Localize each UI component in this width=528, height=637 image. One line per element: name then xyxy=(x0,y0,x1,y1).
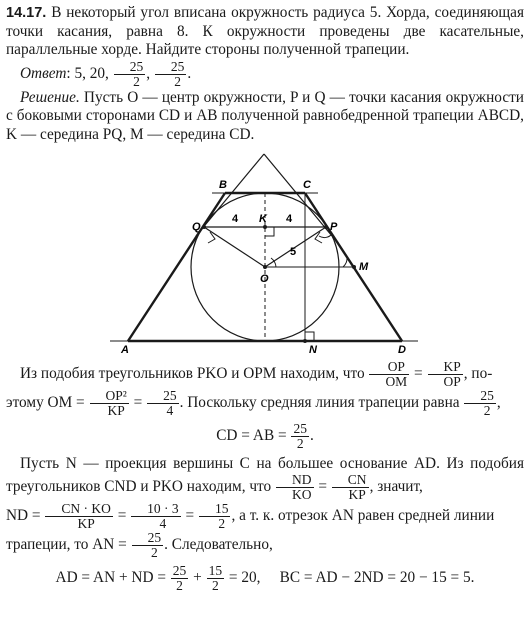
fraction-op2-kp: $\frac{\text{OP²}}{KP}$ xyxy=(90,389,129,418)
fraction-25-2-b: $\frac{25}{2}$ xyxy=(293,420,307,451)
apex-right-line xyxy=(264,154,332,236)
point-k xyxy=(263,225,267,229)
fraction-15-2-b: $\frac{15}{2}$ xyxy=(208,563,223,594)
radius-oq xyxy=(204,227,265,267)
side-ab xyxy=(128,193,225,341)
angle-arc-m xyxy=(343,257,347,267)
label-k: K xyxy=(259,212,267,225)
solution-label: Решение. xyxy=(20,88,80,106)
page xyxy=(6,4,524,597)
answer-fraction-2: $\frac{25}{2}$ xyxy=(155,60,187,89)
length-op: 5 xyxy=(290,245,297,258)
fraction-kp-op: $\frac{KP}{OP}$ xyxy=(428,360,463,389)
answer-label: Ответ xyxy=(20,64,67,82)
fraction-25-2-d: $\frac{25}{2}$ xyxy=(172,563,187,594)
answer-line: Ответ: 5, 20, $\frac{25}{2}$ , $\frac{25}{2}$ . xyxy=(20,58,192,89)
solution-text: Пусть O — центр окружности, P и Q — точки касания окружности с боковыми сторонами CD и AB полученной равнобедренной трапеции ABCD, K — середина PQ, M — середина CD. xyxy=(6,88,524,143)
problem-text: В некоторый угол вписана окружность радиуса 5. Хорда, соединяющая точки касания, равна 8. К окружности проведены две касательные, параллельные хорде. Найдите стороны полученной трапеции. xyxy=(6,4,524,59)
point-m xyxy=(352,265,356,269)
fraction-cn-kp: $\frac{CN}{KP}$ xyxy=(332,473,369,502)
answer-values: 5, 20, xyxy=(74,64,109,82)
point-p xyxy=(324,225,328,229)
fraction-15-2: $\frac{15}{2}$ xyxy=(199,502,231,531)
fraction-30-4: $\frac{10 \cdot 3}{4}$ xyxy=(131,502,181,531)
paragraph-similarity-1: Из подобия треугольников PKO и OPM находим, что $\frac{OP}{OM}$ = $\frac{KP}{OP}$ , по- этому OM = $\frac{\text{OP²}}{KP}$ = $\frac{25}{4}$ . Поскольку средняя линия трапеции равна $\frac{25}{2}$ , xyxy=(6,358,501,418)
trapezoid-figure xyxy=(6,148,524,356)
label-q: Q xyxy=(192,220,201,233)
equation-ad-bc: AD = AN + ND = $\frac{25}{2}$ + $\frac{15}{2}$ = 20, BC = AD − 2ND = 20 − 15 = 5. xyxy=(55,563,475,594)
fraction-25-2-a: $\frac{25}{2}$ xyxy=(464,389,496,418)
length-qk: 4 xyxy=(232,212,239,225)
label-c: C xyxy=(303,178,311,191)
fraction-cnko-kp: $\frac{CN \cdot KO}{KP}$ xyxy=(45,502,113,531)
point-o xyxy=(263,265,267,269)
label-b: B xyxy=(219,178,227,191)
label-a: A xyxy=(121,343,129,356)
problem-number: 14.17. xyxy=(6,5,47,21)
label-o: O xyxy=(260,272,269,285)
point-n xyxy=(303,339,307,343)
fraction-25-4: $\frac{25}{4}$ xyxy=(147,389,179,418)
label-p: P xyxy=(330,220,338,233)
equation-cd-ab: CD = AB = $\frac{25}{2}$ . xyxy=(216,420,314,451)
geometry-diagram xyxy=(6,148,524,356)
fraction-nd-ko: $\frac{ND}{KO}$ xyxy=(276,473,314,502)
paragraph-similarity-2: Пусть N — проекция вершины C на большее основание AD. Из подобия треугольников CND и PKO находим, что $\frac{ND}{KO}$ = $\frac{CN}{KP}$ , значит, ND = $\frac{CN \cdot KO}{KP}$ = $\frac{10 \cdot 3}{4}$ = $\frac{15}{2}$ , а т. к. отрезок AN равен средней линии трапеции, то AN = $\frac{25}{2}$ . Следовательно, xyxy=(6,454,524,561)
fraction-25-2-c: $\frac{25}{2}$ xyxy=(132,531,164,560)
point-q xyxy=(202,225,206,229)
answer-fraction-1: $\frac{25}{2}$ xyxy=(114,60,146,89)
label-n: N xyxy=(309,343,317,356)
label-m: M xyxy=(359,260,369,273)
problem-statement xyxy=(6,4,524,60)
solution-intro xyxy=(6,89,524,145)
label-d: D xyxy=(398,343,406,356)
fraction-op-om: $\frac{OP}{OM}$ xyxy=(369,360,409,389)
length-kp: 4 xyxy=(286,212,293,225)
